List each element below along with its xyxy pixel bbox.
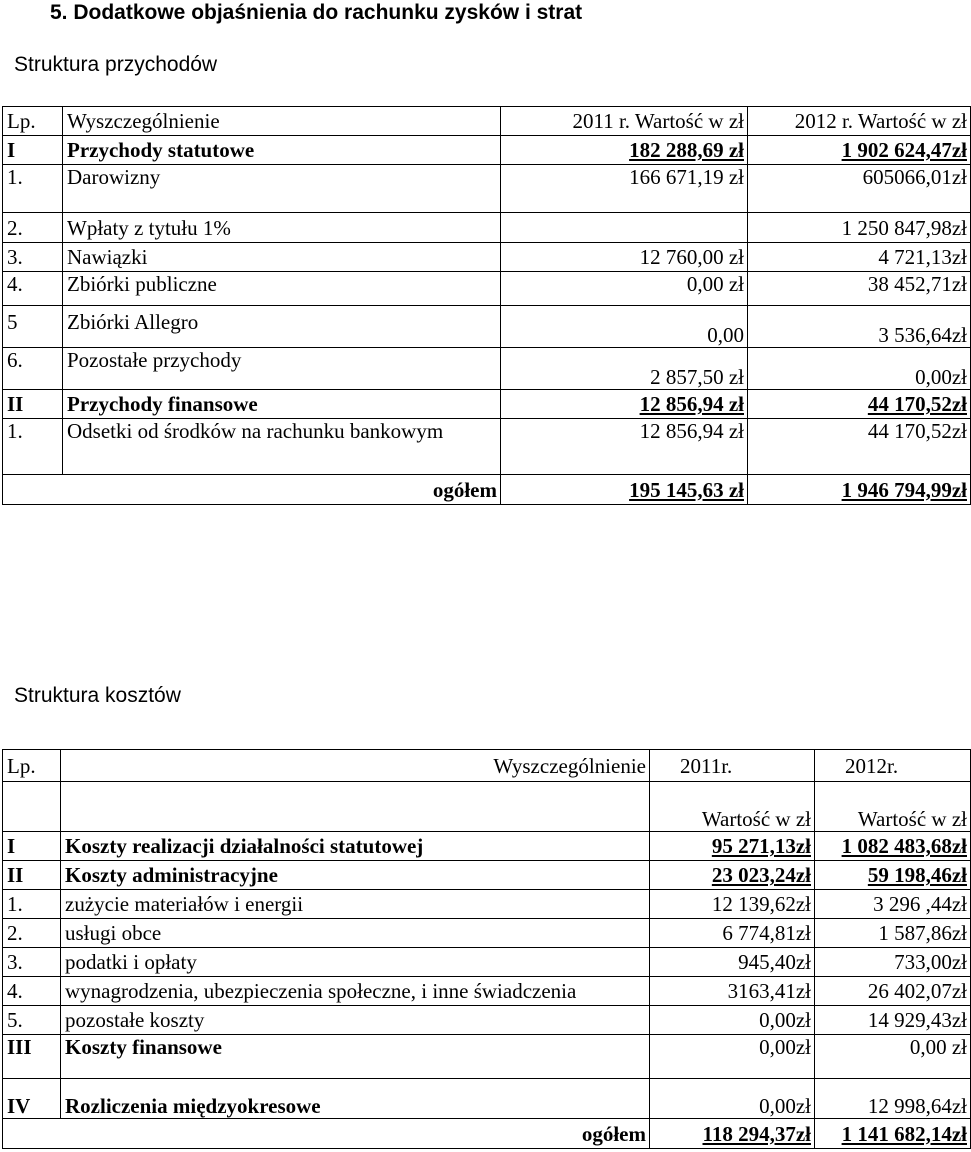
total-row	[3, 475, 971, 505]
header-name-blank	[61, 782, 650, 832]
header-2011: 2011 r. Wartość w zł	[501, 107, 748, 136]
row-lp: 3.	[3, 243, 63, 272]
row-2011: 182 288,69 zł	[501, 136, 748, 165]
header-2012: 2012r.	[815, 750, 971, 782]
row-2011: 0,00	[501, 306, 748, 348]
row-lp: III	[3, 1035, 61, 1079]
row-2011: 0,00zł	[650, 1035, 815, 1079]
row-name: zużycie materiałów i energii	[61, 890, 650, 919]
table-row	[3, 1079, 971, 1119]
row-lp: IV	[3, 1079, 61, 1119]
row-lp: I	[3, 832, 61, 861]
row-2012: 1 902 624,47zł	[748, 136, 971, 165]
row-2012: 0,00zł	[748, 348, 971, 390]
row-2011: 12 856,94 zł	[501, 390, 748, 419]
row-2011: 12 760,00 zł	[501, 243, 748, 272]
table-row	[3, 390, 971, 419]
total-2012: 1 141 682,14zł	[815, 1119, 971, 1149]
row-2012: 38 452,71zł	[748, 272, 971, 306]
row-lp: II	[3, 861, 61, 890]
header-name: Wyszczególnienie	[61, 750, 650, 782]
row-lp: 2.	[3, 213, 63, 243]
row-lp: 1.	[3, 419, 63, 475]
row-2011	[501, 213, 748, 243]
table-row	[3, 1035, 971, 1079]
table-row	[3, 861, 971, 890]
row-2012: 1 587,86zł	[815, 919, 971, 948]
table-row	[3, 136, 971, 165]
row-2012: 4 721,13zł	[748, 243, 971, 272]
row-lp: 5	[3, 306, 63, 348]
row-lp: 2.	[3, 919, 61, 948]
table-row	[3, 165, 971, 213]
row-2011: 945,40zł	[650, 948, 815, 977]
row-2012: 59 198,46zł	[815, 861, 971, 890]
row-name: Koszty realizacji działalności statutowej	[61, 832, 650, 861]
row-lp: 4.	[3, 977, 61, 1006]
row-name: Wpłaty z tytułu 1%	[63, 213, 501, 243]
header-lp: Lp.	[3, 107, 63, 136]
row-name: pozostałe koszty	[61, 1006, 650, 1035]
table-row	[3, 213, 971, 243]
row-2012: 605066,01zł	[748, 165, 971, 213]
row-2011: 12 139,62zł	[650, 890, 815, 919]
row-lp: I	[3, 136, 63, 165]
row-name: Pozostałe przychody	[63, 348, 501, 390]
row-2011: 0,00zł	[650, 1006, 815, 1035]
row-name: Przychody statutowe	[63, 136, 501, 165]
row-2012: 3 296 ,44zł	[815, 890, 971, 919]
total-row	[3, 1119, 971, 1149]
row-2012: 26 402,07zł	[815, 977, 971, 1006]
header-2012: 2012 r. Wartość w zł	[748, 107, 971, 136]
total-label: ogółem	[3, 475, 501, 505]
row-2012: 0,00 zł	[815, 1035, 971, 1079]
costs-title: Struktura kosztów	[14, 684, 181, 707]
row-2011: 3163,41zł	[650, 977, 815, 1006]
table-row	[3, 243, 971, 272]
row-2011: 6 774,81zł	[650, 919, 815, 948]
row-name: Zbiórki publiczne	[63, 272, 501, 306]
table-row	[3, 890, 971, 919]
row-2011: 0,00zł	[650, 1079, 815, 1119]
row-2012: 3 536,64zł	[748, 306, 971, 348]
table-header-row	[3, 107, 971, 136]
table-header-subrow	[3, 782, 971, 832]
header-lp-blank	[3, 782, 61, 832]
row-lp: 1.	[3, 890, 61, 919]
table-row	[3, 419, 971, 475]
revenue-title: Struktura przychodów	[14, 53, 218, 76]
row-name: Nawiązki	[63, 243, 501, 272]
row-2012: 1 082 483,68zł	[815, 832, 971, 861]
row-2012: 44 170,52zł	[748, 390, 971, 419]
row-2012: 44 170,52zł	[748, 419, 971, 475]
total-label: ogółem	[3, 1119, 650, 1149]
table-row	[3, 977, 971, 1006]
table-row	[3, 272, 971, 306]
total-2011: 118 294,37zł	[650, 1119, 815, 1149]
row-name: Przychody finansowe	[63, 390, 501, 419]
table-row	[3, 832, 971, 861]
costs-table	[2, 749, 971, 1149]
revenue-table	[2, 106, 971, 505]
table-row	[3, 1006, 971, 1035]
row-lp: 4.	[3, 272, 63, 306]
table-row	[3, 306, 971, 348]
row-2011: 0,00 zł	[501, 272, 748, 306]
table-header-row	[3, 750, 971, 782]
row-2011: 95 271,13zł	[650, 832, 815, 861]
row-2011: 2 857,50 zł	[501, 348, 748, 390]
row-2011: 12 856,94 zł	[501, 419, 748, 475]
row-name: Rozliczenia międzyokresowe	[61, 1079, 650, 1119]
row-name: Odsetki od środków na rachunku bankowym	[63, 419, 501, 475]
row-2012: 14 929,43zł	[815, 1006, 971, 1035]
row-lp: 3.	[3, 948, 61, 977]
row-name: Koszty finansowe	[61, 1035, 650, 1079]
header-2011: 2011r.	[650, 750, 815, 782]
header-name: Wyszczególnienie	[63, 107, 501, 136]
table-row	[3, 919, 971, 948]
row-2012: 12 998,64zł	[815, 1079, 971, 1119]
table-row	[3, 348, 971, 390]
row-name: Koszty administracyjne	[61, 861, 650, 890]
row-2012: 733,00zł	[815, 948, 971, 977]
row-name: usługi obce	[61, 919, 650, 948]
row-name: Zbiórki Allegro	[63, 306, 501, 348]
row-lp: II	[3, 390, 63, 419]
header-2012-unit: Wartość w zł	[815, 782, 971, 832]
row-lp: 6.	[3, 348, 63, 390]
row-2011: 23 023,24zł	[650, 861, 815, 890]
total-2012: 1 946 794,99zł	[748, 475, 971, 505]
row-lp: 1.	[3, 165, 63, 213]
row-lp: 5.	[3, 1006, 61, 1035]
row-2011: 166 671,19 zł	[501, 165, 748, 213]
row-name: podatki i opłaty	[61, 948, 650, 977]
row-name: wynagrodzenia, ubezpieczenia społeczne, i inne świadczenia	[61, 977, 650, 1006]
row-name: Darowizny	[63, 165, 501, 213]
row-2012: 1 250 847,98zł	[748, 213, 971, 243]
total-2011: 195 145,63 zł	[501, 475, 748, 505]
header-lp: Lp.	[3, 750, 61, 782]
header-2011-unit: Wartość w zł	[650, 782, 815, 832]
section-heading: 5. Dodatkowe objaśnienia do rachunku zysków i strat	[50, 1, 583, 24]
table-row	[3, 948, 971, 977]
